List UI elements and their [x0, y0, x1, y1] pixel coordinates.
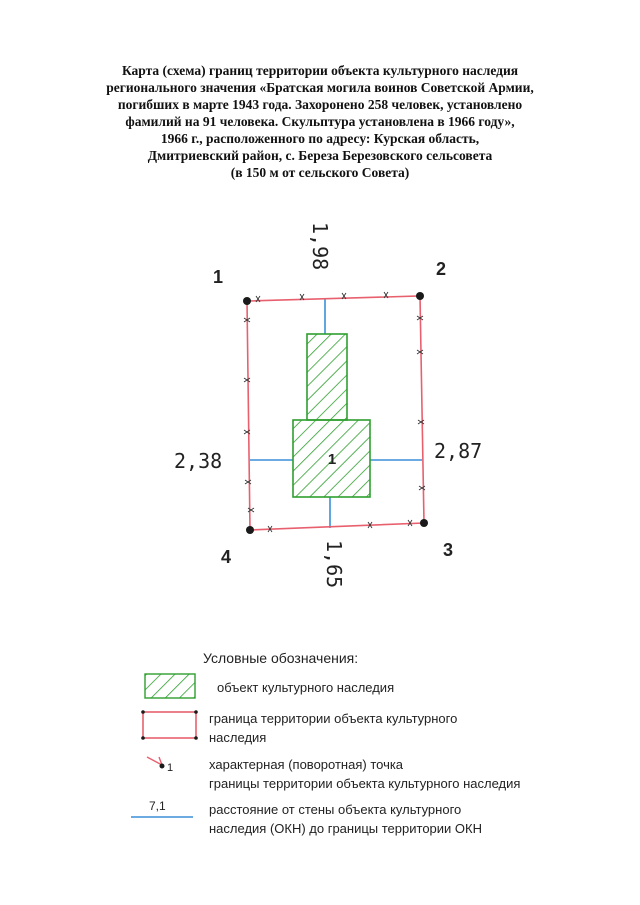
turning-point-icon-label: 1	[167, 762, 174, 774]
distance-label-right: 2,87	[434, 439, 483, 463]
turning-point-2	[416, 292, 424, 300]
legend-line: наследия	[209, 730, 267, 745]
turning-point-4	[246, 526, 254, 534]
legend-line: границы территории объекта культурного наследия	[209, 776, 521, 791]
object-upper-part	[307, 334, 347, 420]
legend-item-turning-point	[209, 755, 520, 793]
point-label-4: 4	[221, 547, 232, 567]
distance-line-icon-label: 7,1	[149, 799, 166, 813]
legend-line: расстояние от стены объекта культурного	[209, 802, 462, 817]
legend-line: характерная (поворотная) точка	[209, 757, 404, 772]
distance-label-bottom: 1,65	[322, 540, 346, 589]
point-label-2: 2	[436, 259, 447, 279]
turning-point-3	[420, 519, 428, 527]
point-label-3: 3	[443, 540, 454, 560]
title-line: (в 150 м от сельского Совета)	[230, 165, 410, 180]
legend-item-distance	[209, 800, 482, 838]
heritage-object	[293, 334, 370, 497]
legend-title: Условные обозначения:	[203, 650, 359, 666]
title-line: фамилий на 91 человека. Скульптура установлена в 1966 году»,	[125, 114, 515, 129]
turning-point-1	[243, 297, 251, 305]
distance-line-icon	[131, 799, 193, 817]
title-line: Дмитриевский район, с. Береза Березовского сельсовета	[147, 148, 493, 163]
legend-line: наследия (ОКН) до границы территории ОКН	[209, 821, 482, 836]
object-label: 1	[327, 450, 337, 468]
distance-label-left: 2,38	[174, 449, 223, 473]
point-label-1: 1	[213, 267, 224, 287]
title-line: погибших в марте 1943 года. Захоронено 258 человек, установлено	[117, 97, 523, 112]
legend-line: граница территории объекта культурного	[209, 711, 458, 726]
title-line: регионального значения «Братская могила воинов Советской Армии,	[106, 80, 534, 95]
title-line: Карта (схема) границ территории объекта культурного наследия	[121, 63, 519, 78]
hatched-object-icon	[145, 674, 195, 698]
boundary-rect-icon	[141, 710, 198, 740]
legend-item-boundary	[209, 709, 457, 747]
turning-point-icon	[147, 757, 173, 774]
legend-item-object: объект культурного наследия	[217, 680, 395, 695]
title-line: 1966 г., расположенного по адресу: Курская область,	[160, 131, 480, 146]
distance-label-top: 1,98	[308, 222, 332, 271]
